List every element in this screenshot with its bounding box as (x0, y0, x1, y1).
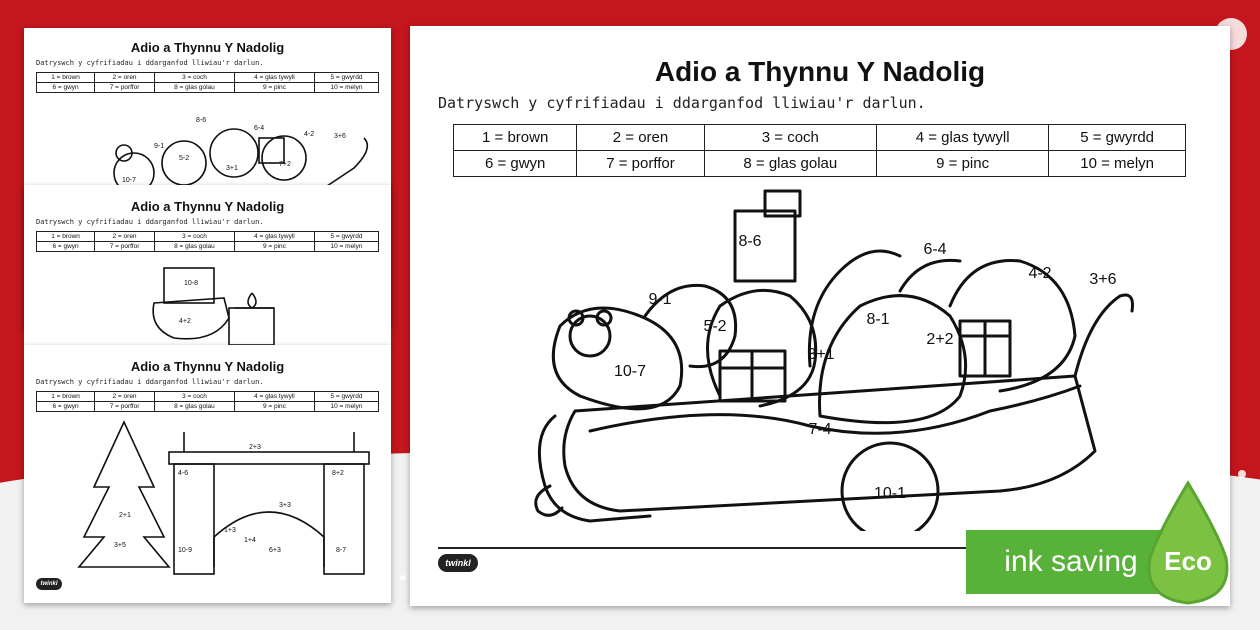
twinkl-logo: twinkl (438, 554, 478, 572)
svg-text:3+3: 3+3 (279, 502, 291, 509)
stocking-thumbnail (134, 263, 304, 345)
sum-label: 2+2 (926, 331, 954, 348)
color-key-table (453, 124, 1186, 177)
svg-text:4-6: 4-6 (178, 470, 189, 477)
sum-label: 8-1 (866, 311, 890, 328)
sheet-subtitle: Datryswch y cyfrifiadau i ddarganfod lliwiau'r darlun. (36, 59, 264, 67)
sum-label: 4-2 (1028, 265, 1052, 282)
svg-text:8-6: 8-6 (196, 117, 207, 124)
key-cell: 3 = coch (704, 125, 876, 151)
svg-text:2+1: 2+1 (119, 512, 131, 519)
thumbnail-sheet-3[interactable] (24, 345, 391, 603)
key-cell: 2 = oren (577, 125, 704, 151)
sum-label: 8-6 (738, 233, 762, 250)
svg-text:8+2: 8+2 (332, 470, 344, 477)
sum-label: 10-7 (613, 363, 647, 380)
sheet-subtitle: Datryswch y cyfrifiadau i ddarganfod lliwiau'r darlun. (36, 378, 264, 386)
svg-text:7+2: 7+2 (279, 161, 291, 168)
ink-saving-label: ink saving (1004, 545, 1138, 578)
color-key-table: 1 = brown 2 = oren 3 = coch 4 = glas tywyll 5 = gwyrdd 6 = gwyn 7 = porffor 8 = glas golau 9 = pinc 10 = melyn (36, 72, 379, 93)
sheet-title: Adio a Thynnu Y Nadolig (130, 359, 285, 374)
sheet-subtitle: Datryswch y cyfrifiadau i ddarganfod lliwiau'r darlun. (36, 218, 264, 226)
sum-label: 3+1 (807, 346, 835, 363)
svg-text:4-2: 4-2 (304, 131, 315, 138)
thumbnail-sheet-2[interactable] (24, 185, 391, 345)
sum-label: 3+6 (1089, 271, 1117, 288)
eco-drop-icon (1138, 478, 1238, 618)
sum-label: 7-4 (808, 421, 832, 438)
eco-label: Eco (1164, 546, 1212, 576)
page-title: Adio a Thynnu Y Nadolig (654, 56, 986, 87)
svg-text:6+3: 6+3 (269, 547, 281, 554)
key-cell: 9 = pinc (877, 151, 1049, 177)
svg-text:10-8: 10-8 (184, 280, 199, 287)
key-cell: 8 = glas golau (704, 151, 876, 177)
page-subtitle: Datryswch y cyfrifiadau i ddarganfod lliwiau'r darlun. (438, 94, 926, 112)
sheet-title: Adio a Thynnu Y Nadolig (130, 40, 285, 55)
sum-label: 9-1 (648, 291, 672, 308)
svg-text:5-2: 5-2 (179, 155, 190, 162)
svg-text:10-7: 10-7 (122, 177, 137, 184)
color-key-table: 1 = brown 2 = oren 3 = coch 4 = glas tywyll 5 = gwyrdd 6 = gwyn 7 = porffor 8 = glas golau 9 = pinc 10 = melyn (36, 231, 379, 252)
svg-text:9-1: 9-1 (154, 143, 165, 150)
svg-text:10-9: 10-9 (178, 547, 193, 554)
key-cell: 4 = glas tywyll (877, 125, 1049, 151)
snow-dot (1238, 470, 1246, 478)
svg-text:3+5: 3+5 (114, 542, 126, 549)
twinkl-logo: twinkl (36, 578, 62, 590)
fireplace-thumbnail (74, 417, 374, 577)
sheet-title: Adio a Thynnu Y Nadolig (130, 199, 285, 214)
key-cell: 7 = porffor (577, 151, 704, 177)
svg-text:3+6: 3+6 (334, 133, 346, 140)
svg-text:8-7: 8-7 (336, 547, 347, 554)
svg-text:2+3: 2+3 (249, 444, 261, 451)
svg-text:3+1: 3+1 (226, 165, 238, 172)
svg-text:1+3: 1+3 (224, 527, 236, 534)
sum-label: 6-4 (923, 241, 947, 258)
sum-label: 10-1 (873, 485, 907, 502)
main-worksheet[interactable] (410, 26, 1230, 606)
svg-text:1+4: 1+4 (244, 537, 256, 544)
key-cell: 10 = melyn (1049, 151, 1186, 177)
key-cell: 6 = gwyn (454, 151, 577, 177)
svg-text:4+2: 4+2 (179, 318, 191, 325)
key-cell: 1 = brown (454, 125, 577, 151)
sleigh-coloring-picture (520, 186, 1140, 531)
snow-dot (400, 575, 406, 581)
color-key-table: 1 = brown 2 = oren 3 = coch 4 = glas tywyll 5 = gwyrdd 6 = gwyn 7 = porffor 8 = glas golau 9 = pinc 10 = melyn (36, 391, 379, 412)
key-cell: 5 = gwyrdd (1049, 125, 1186, 151)
svg-text:6-4: 6-4 (254, 125, 265, 132)
sum-label: 5-2 (703, 318, 727, 335)
